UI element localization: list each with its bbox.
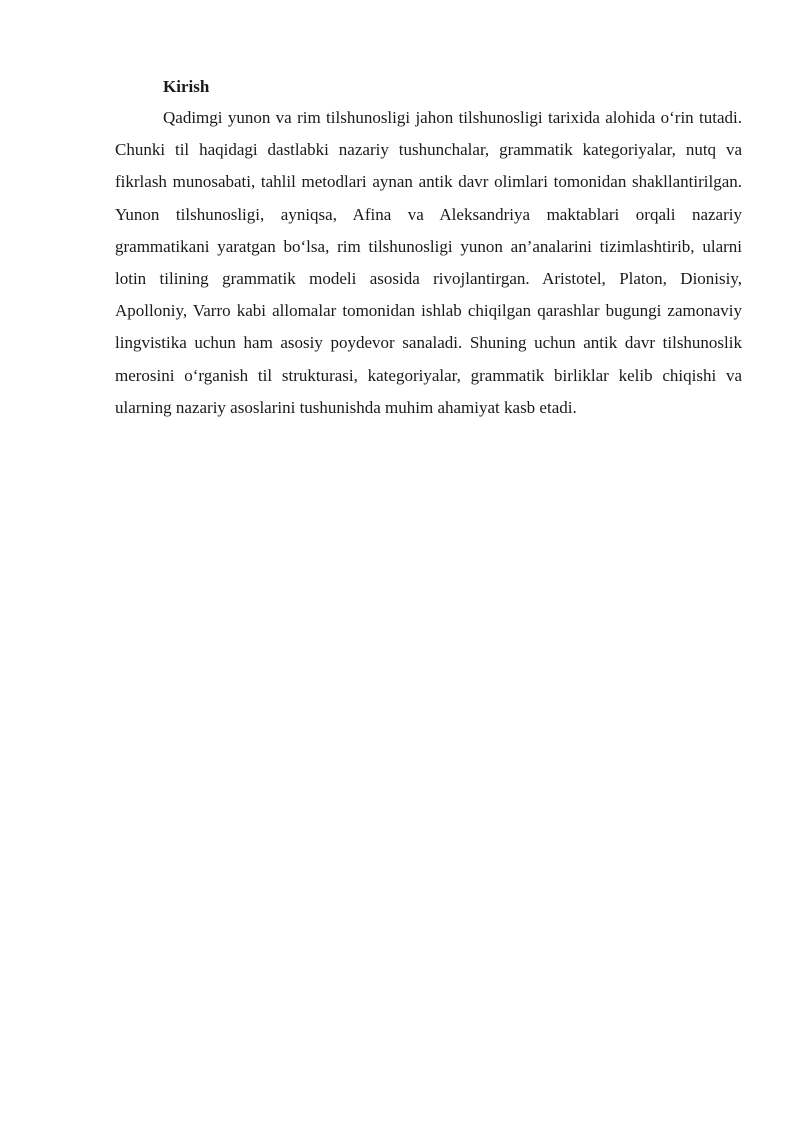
document-body [115,76,742,424]
body-paragraph: Qadimgi yunon va rim tilshunosligi jahon tilshunosligi tarixida alohida o‘rin tutadi. Chunki til haqidagi dastlabki nazariy tushunchalar, grammatik kategoriyalar, nutq va fikrlash munosabati, tahlil metodlari aynan antik davr olimlari tomonidan shakllantirilgan. Yunon tilshunosligi, ayniqsa, Afina va Aleksandriya maktablari orqali nazariy grammatikani yaratgan bo‘lsa, rim tilshunosligi yunon an’analarini tizimlashtirib, ularni lotin tilining grammatik modeli asosida rivojlantirgan. Aristotel, Platon, Dionisiy, Apolloniy, Varro kabi allomalar tomonidan ishlab chiqilgan qarashlar bugungi zamonaviy lingvistika uchun ham asosiy poydevor sanaladi. Shuning uchun antik davr tilshunoslik merosini o‘rganish til strukturasi, kategoriyalar, grammatik birliklar kelib chiqishi va ularning nazariy asoslarini tushunishda muhim ahamiyat kasb etadi. [115,108,742,417]
section-heading: Kirish [163,77,210,96]
